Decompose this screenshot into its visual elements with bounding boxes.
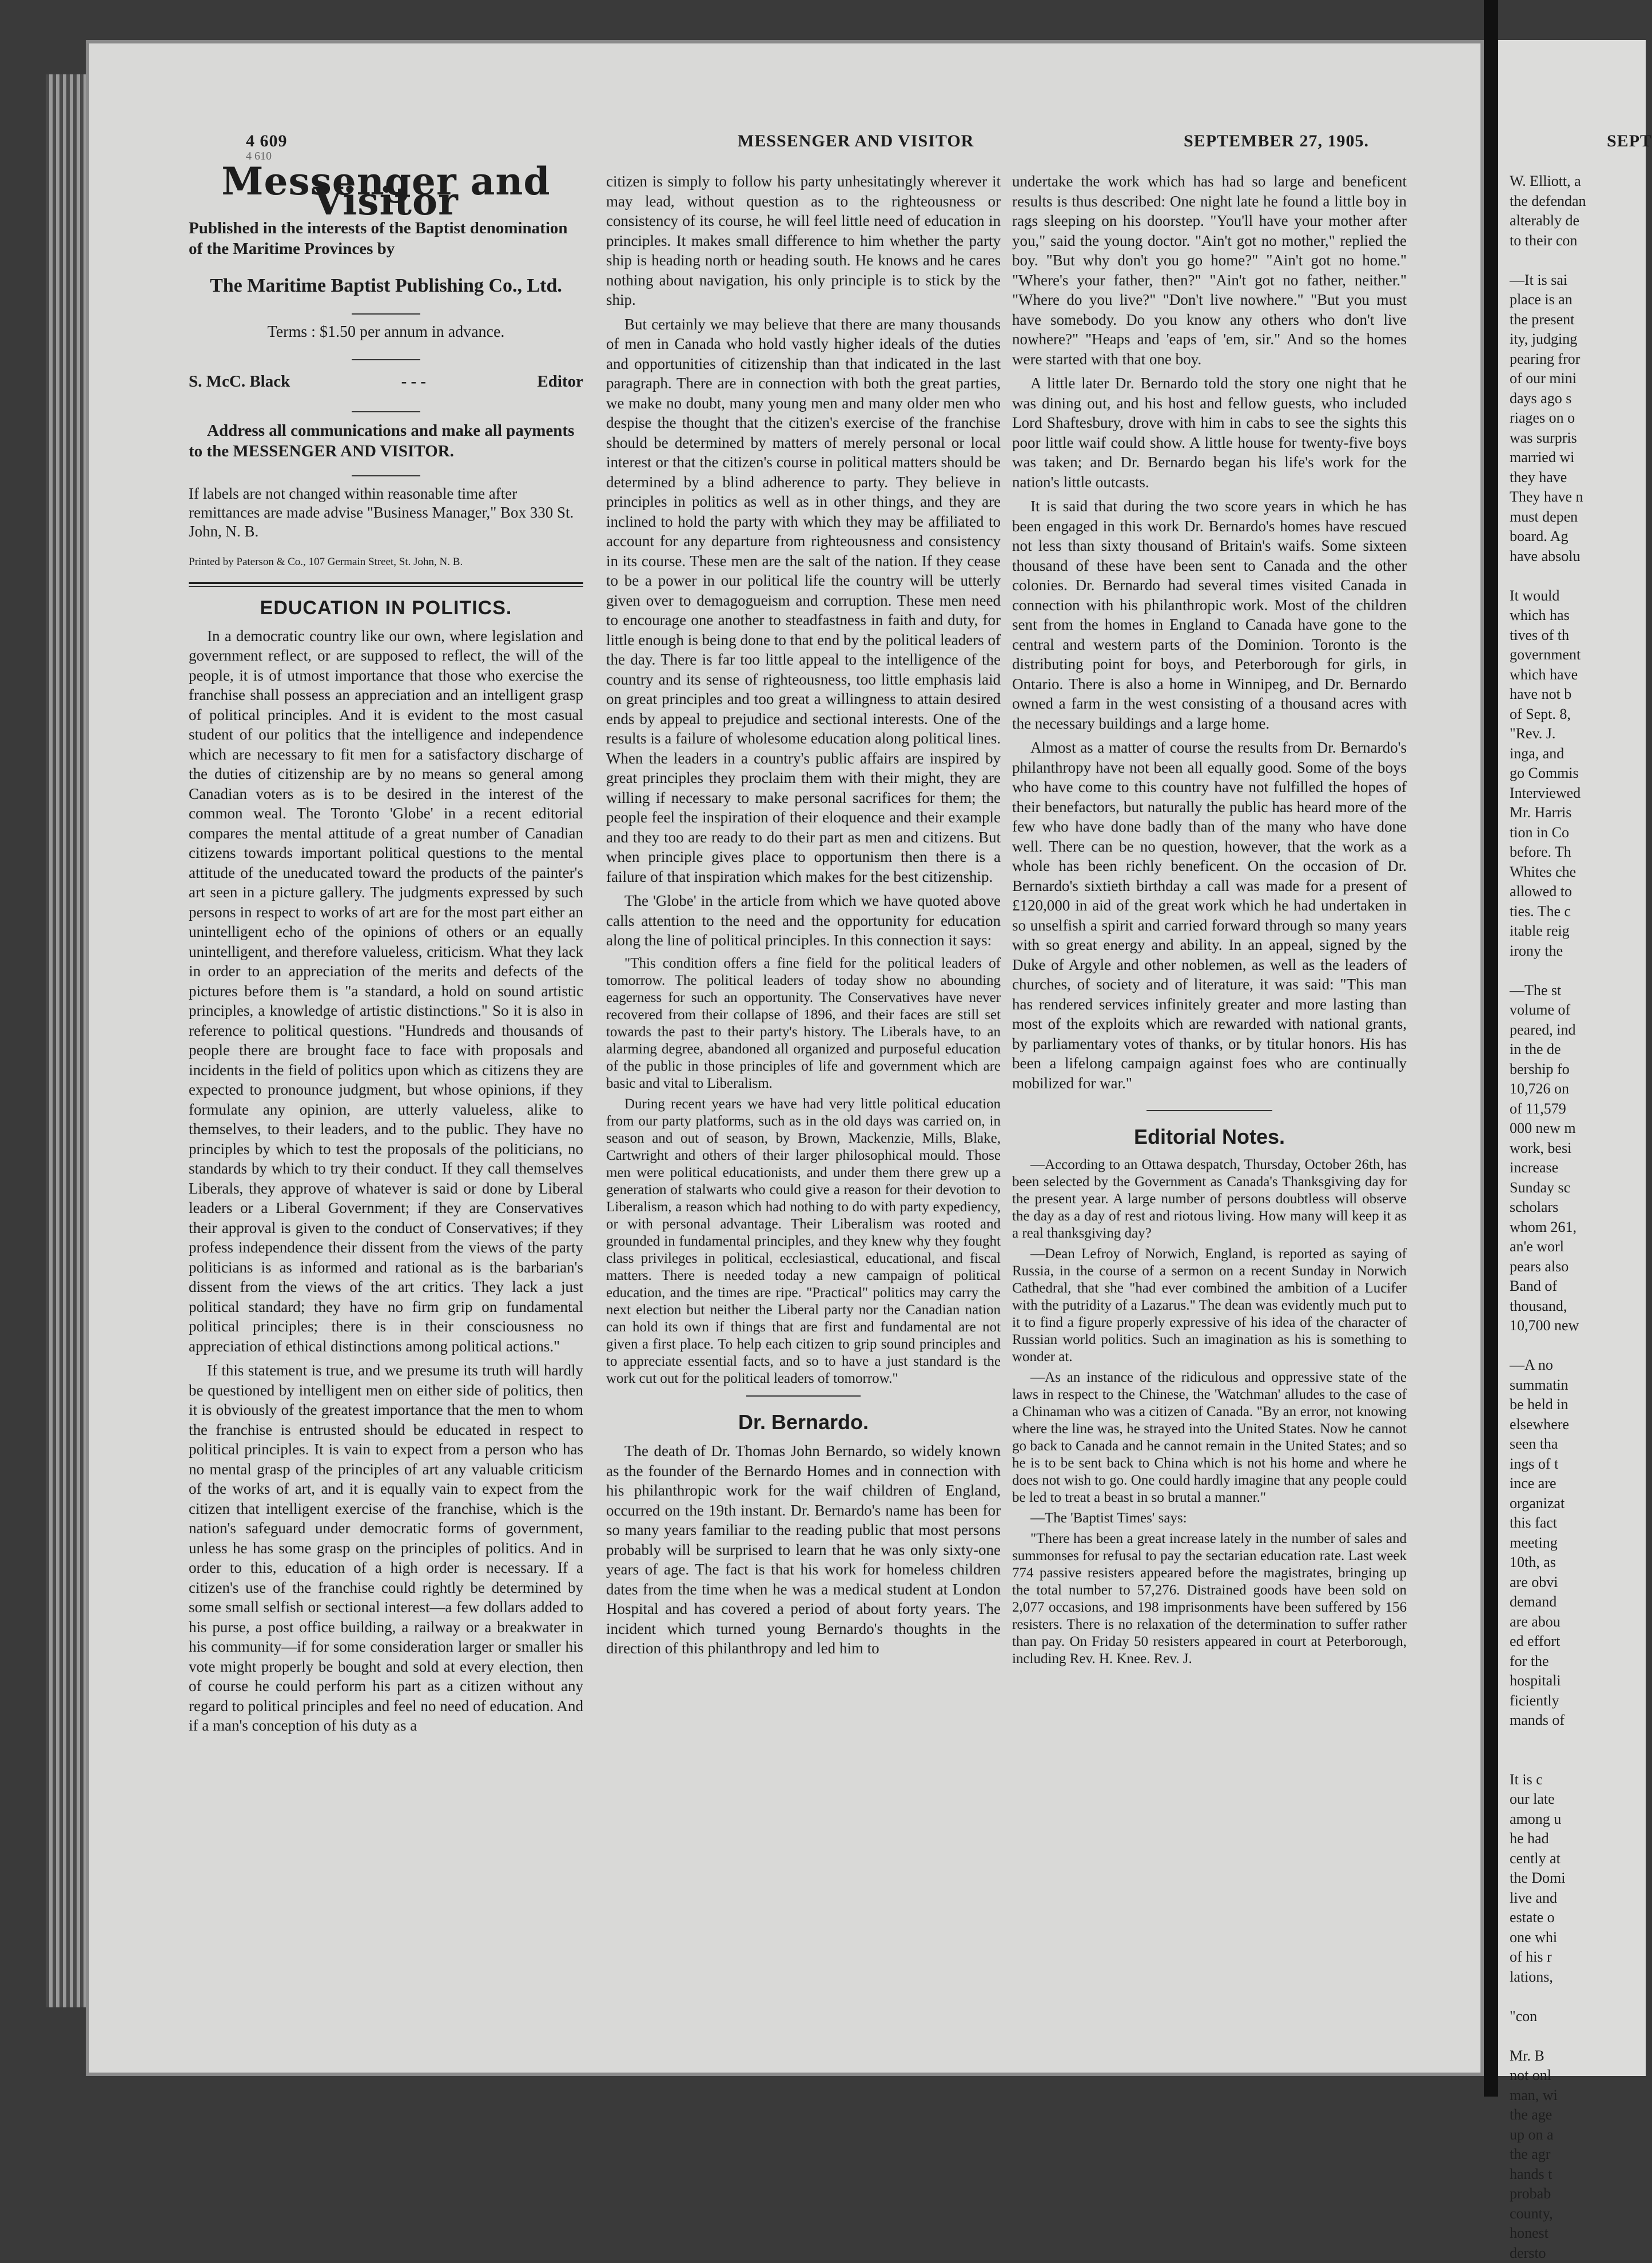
- note-paragraph: "There has been a great increase lately in the number of sales and summonses for refusal to pay the sectarian education rate. Last week 774 passive resisters appeared before the magistrates, bringing up the total number to 57,276. Distrained goods have been sold on 2,077 occasions, and 198 imprisonments have been suffered by 156 resisters. There is no relaxation of the determination to suffer rather than pay. On Friday 50 resisters appeared in court at Peterborough, including Rev. H. Knee. Rev. J.: [1012, 1530, 1407, 1668]
- facing-page-line: [1510, 2026, 1641, 2046]
- published-line: Published in the interests of the Baptist denomination of the Maritime Provinces by: [189, 218, 583, 259]
- globe-quote: [606, 955, 1001, 1387]
- facing-page-line: this fact: [1510, 1513, 1641, 1533]
- facing-page-line: Interviewed: [1510, 784, 1641, 804]
- facing-page-line: Band of: [1510, 1276, 1641, 1296]
- facing-page-line: pearing fror: [1510, 349, 1641, 369]
- facing-page-line: which have: [1510, 665, 1641, 685]
- facing-page-line: have not b: [1510, 685, 1641, 705]
- facing-page-line: —The st: [1510, 981, 1641, 1001]
- running-title: MESSENGER AND VISITOR: [738, 132, 974, 151]
- facing-page-line: ings of t: [1510, 1454, 1641, 1474]
- facing-page-line: of 11,579: [1510, 1099, 1641, 1119]
- facing-page-line: inga, and: [1510, 744, 1641, 764]
- facing-page-line: [1510, 566, 1641, 586]
- facing-page-line: [1510, 1336, 1641, 1356]
- page-number: 4 609: [246, 132, 288, 151]
- facing-page-line: honest: [1510, 2224, 1641, 2244]
- facing-page-line: have absolu: [1510, 547, 1641, 567]
- facing-page-line: [1510, 961, 1641, 981]
- facing-page-line: volume of: [1510, 1000, 1641, 1020]
- facing-page-line: married wi: [1510, 448, 1641, 468]
- facing-page-line: riages on o: [1510, 408, 1641, 428]
- facing-page-line: bership fo: [1510, 1060, 1641, 1080]
- facing-page-line: Sunday sc: [1510, 1178, 1641, 1198]
- facing-page-line: government: [1510, 645, 1641, 665]
- article-heading-education: EDUCATION IN POLITICS.: [189, 598, 583, 618]
- column-1: [189, 166, 583, 1740]
- facing-page-line: for the: [1510, 1652, 1641, 1672]
- facing-page-line: which has: [1510, 606, 1641, 626]
- facing-page-line: [1510, 1987, 1641, 2007]
- divider: [352, 313, 420, 315]
- publisher-name: The Maritime Baptist Publishing Co., Ltd.: [189, 276, 583, 296]
- editorial-notes: [1012, 1156, 1407, 1668]
- facing-page-line: dersto: [1510, 2244, 1641, 2263]
- address-notice: Address all communications and make all payments to the MESSENGER AND VISITOR.: [189, 420, 583, 462]
- editor-dash: - - -: [401, 372, 426, 392]
- facing-page-line: organizat: [1510, 1494, 1641, 1514]
- article-paragraph: Almost as a matter of course the results from Dr. Bernardo's philanthropy have not been all equally good. Some of the boys who have come to this country have not fulfilled the hopes of their benefactors, but naturally the public has heard more of the few who have done badly than of the many who have done well. There can be no question, however, that the work as a whole has been richly beneficent. On the occasion of Dr. Bernardo's sixtieth birthday a call was made for a present of £120,000 in aid of the great work which he had undertaken in so unselfish a spirit and carried forward through so many years with so great energy and ability. In an appeal, signed by the Duke of Argyle and other noblemen, as well as the leaders of churches, of society and of literature, it was said: "This man has rendered services infinitely greater and more lasting than most of the exploits which are rewarded with national grants, by parliamentary votes of thanks, or by titular honors. His has been a lifelong campaign against foes who are continually mobilized for war.": [1012, 738, 1407, 1093]
- facing-page-line: county,: [1510, 2204, 1641, 2224]
- facing-page-line: alterably de: [1510, 211, 1641, 231]
- double-rule: [189, 582, 583, 587]
- facing-page-line: be held in: [1510, 1395, 1641, 1415]
- facing-page-line: days ago s: [1510, 389, 1641, 409]
- note-paragraph: —The 'Baptist Times' says:: [1012, 1510, 1407, 1527]
- editorial-notes-heading: Editorial Notes.: [1012, 1127, 1407, 1147]
- facing-page-column: [1510, 172, 1641, 2263]
- facing-page-line: irony the: [1510, 941, 1641, 961]
- facing-page-line: "con: [1510, 2007, 1641, 2027]
- facing-page-line: "Rev. J.: [1510, 724, 1641, 744]
- article-paragraph: citizen is simply to follow his party unhesitatingly wherever it may lead, without question as to the righteousness or consistency of its course, he will feel little need of education in principles. It makes small difference to him whether the party ship is heading north or heading south. He knows and he cares nothing about navigation, his only principle is to stick by the ship.: [606, 172, 1001, 310]
- facing-page-line: must depen: [1510, 507, 1641, 527]
- facing-page-line: man, wi: [1510, 2086, 1641, 2106]
- printer-line: Printed by Paterson & Co., 107 Germain Street, St. John, N. B.: [189, 552, 583, 572]
- facing-page-line: It is c: [1510, 1770, 1641, 1790]
- article-paragraph: undertake the work which has had so large and beneficent results is thus described: One night late he found a little boy in rags sleeping on his doorstep. "You'll have your mother after you," said the young doctor. "Ain't got no mother," replied the boy. "But why don't you go home?" "Ain't got no home." "Where's your father, then?" "Ain't got no father, neither." "Where do you live?" "Don't live nowhere." "But you must have somebody. Do you know any others who don't live nowhere?" "Heaps and 'eaps of 'em, sir." And so the homes were started with that one boy.: [1012, 172, 1407, 369]
- column-2: [606, 172, 1001, 1663]
- facing-page-line: lations,: [1510, 1967, 1641, 1987]
- facing-page-line: place is an: [1510, 290, 1641, 310]
- facing-page-line: of Sept. 8,: [1510, 705, 1641, 725]
- article-paragraph: A little later Dr. Bernardo told the story one night that he was dining out, and his host and fellow guests, who included Lord Shaftesbury, drove with him in cabs to see the sights this poor little waif could show. A little house for twenty-five boys was taken; and Dr. Bernardo began his life's work for the nation's little outcasts.: [1012, 373, 1407, 492]
- facing-page-line: ties. The c: [1510, 902, 1641, 922]
- facing-page-line: are abou: [1510, 1612, 1641, 1632]
- facing-page-line: was surpris: [1510, 428, 1641, 448]
- facing-page-line: elsewhere: [1510, 1415, 1641, 1435]
- facing-page-line: cently at: [1510, 1849, 1641, 1869]
- facing-page-line: They have n: [1510, 487, 1641, 507]
- facing-page-line: Mr. Harris: [1510, 803, 1641, 823]
- article-paragraph: The death of Dr. Thomas John Bernardo, so widely known as the founder of the Bernardo Homes and in connection with his philanthropic work for the waif children of England, occurred on the 19th instant. Dr. Bernardo's name has been for so many years familiar to the reading public that most persons probably will be surprised to learn that he was only sixty-one years of age. The fact is that his work for homeless children dates from the time when he was a medical student at London Hospital and has covered a period of about forty years. The incident which turned young Bernardo's thoughts in the direction of this philanthropy and led him to: [606, 1441, 1001, 1659]
- column-3: [1012, 172, 1407, 1671]
- quote-paragraph: "This condition offers a fine field for the political leaders of tomorrow. The political leaders of today show no abounding eagerness for such an opportunity. The Conservatives have never recovered from their collapse of 1896, and their faces are still set towards the past to their party's history. The Liberals have, to an alarming degree, abandoned all organized and purposeful education of the public in those principles of life and government which are basic and vital to Liberalism.: [606, 955, 1001, 1092]
- facing-page-line: he had: [1510, 1829, 1641, 1849]
- note-paragraph: —As an instance of the ridiculous and oppressive state of the laws in respect to the Chinese, the 'Watchman' alludes to the case of a Chinaman who was a citizen of Canada. "By an error, not knowing where the line was, he strayed into the United States. Now he cannot go back to Canada and he cannot remain in the United States; and so he is to be sent back to China which is not his home and where he does not wish to go. One could hardly imagine that any people could be led to treat a beast in so brutal a manner.": [1012, 1369, 1407, 1506]
- facing-page-line: Whites che: [1510, 862, 1641, 882]
- facing-page-title: SEPT: [1607, 132, 1652, 151]
- facing-page-line: among u: [1510, 1809, 1641, 1830]
- article-paragraph: It is said that during the two score years in which he has been engaged in this work Dr. Bernardo's homes have rescued not less than sixty thousand of Britain's waifs. Some sixteen thousand of these have been sent to Canada and the other colonies. Dr. Bernardo had several times visited Canada in connection with his philanthropic work. Most of the children sent from the homes in England to Canada have gone to the central and western parts of the Dominion. Toronto is the distributing point for boys, and Peterborough for girls, in Ontario. There is also a home in Winnipeg, and Dr. Bernardo owned a farm in the west consisting of a thousand acres with the necessary buildings and a large home.: [1012, 496, 1407, 733]
- facing-page-line: ficiently: [1510, 1691, 1641, 1711]
- facing-page-line: 000 new m: [1510, 1119, 1641, 1139]
- editor-label: Editor: [537, 372, 583, 392]
- facing-page-line: 10,700 new: [1510, 1316, 1641, 1336]
- facing-page-line: of our mini: [1510, 369, 1641, 389]
- facing-page-line: the Domi: [1510, 1868, 1641, 1888]
- article-paragraph: In a democratic country like our own, where legislation and government reflect, or are supposed to reflect, the will of the people, it is of utmost importance that those who exercise the franchise shall possess an appreciation and an intelligent grasp of political principles. And it is evident to the most casual student of our politics that the intelligence and independence which are necessary to fit men for a satisfactory discharge of the duties of citizenship are by no means so general among Canadian voters as is to be desired in the interest of the common weal. The Toronto 'Globe' in a recent editorial compares the mental attitude of a great number of Canadian citizens towards important political questions to the mental attitude of the uneducated toward the products of the painter's art seen in a picture gallery. The judgments expressed by such persons in respect to works of art are for the most part either an unintelligent echo of the opinions of others or an equally unintelligent, and therefore valueless, criticism. What they lack in order to an appreciation of the merits and defects of the pictures before them is "a standard, a hold on sound artistic principles, a knowledge of artistic distinctions." So it is also in reference to political questions. "Hundreds and thousands of people there are brought face to face with proposals and incidents in the field of politics upon which as citizens they are expected to pronounce judgment, but whose opinions, if they formulate any opinion, are utterly valueless, alike to themselves, to their leaders, and to the public. They have no principles by which to test the proposals of the politicians, no standards by which to try their conduct. If they call themselves Liberals, they approve of whatever is said or done by Liberal leaders or a Liberal Government; if they are Conservatives their approval is given to the conduct of Conservatives; if they profess independence their dissent from the views of the party politicians is as informed and rational as is the barbarian's dissent from the views of the art critics. They lack a just political standard; they have no firm grip on fundamental political principles; there is in their consciousness no appreciation of ethical distinctions among political actions.": [189, 626, 583, 1357]
- page-note: 4 610: [246, 150, 272, 163]
- article-paragraph: If this statement is true, and we presume its truth will hardly be questioned by intelligent men on either side of politics, then it is obviously of the greatest importance that the men to whom the franchise is entrusted should be educated in respect to political principles. It is vain to expect from a person who has no mental grasp of the principles of art any valuable criticism of the works of art, and it is equally vain to expect from the citizen that intelligent exercise of the franchise, which is the nation's safeguard under democratic forms of government, unless he has some grasp on the principles of politics. And in order to this, education of a high order is necessary. If a citizen's use of the franchise could rightly be determined by some small selfish or sectional interest—a few dollars added to his purse, a post office building, a railway or a breakwater in his community—if for some consideration larger or smaller his vote might properly be bought and sold at every election, then of course he could perform his part as a citizen without any regard to political principles and feel no need of education. And if a man's conception of his duty as a: [189, 1361, 583, 1736]
- facing-page-line: demand: [1510, 1592, 1641, 1612]
- facing-page-line: go Commis: [1510, 763, 1641, 784]
- facing-page-line: 10th, as: [1510, 1553, 1641, 1573]
- facing-page-line: Mr. B: [1510, 2046, 1641, 2066]
- facing-page-line: the defendan: [1510, 192, 1641, 212]
- note-paragraph: —According to an Ottawa despatch, Thursday, October 26th, has been selected by the Government as Canada's Thanksgiving day for the present year. A large number of persons doubtless will observe the day as a day of rest and riotous living. How many will keep it as a real thanksgiving day?: [1012, 1156, 1407, 1242]
- facing-page-line: meeting: [1510, 1533, 1641, 1553]
- divider: [1147, 1110, 1272, 1111]
- facing-page-line: not onl: [1510, 2066, 1641, 2086]
- facing-page-line: It would: [1510, 586, 1641, 606]
- facing-page-line: up on a: [1510, 2125, 1641, 2145]
- facing-page-line: hospitali: [1510, 1671, 1641, 1691]
- facing-page-line: our late: [1510, 1789, 1641, 1809]
- facing-page-line: allowed to: [1510, 882, 1641, 902]
- note-paragraph: —Dean Lefroy of Norwich, England, is reported as saying of Russia, in the course of a sermon on a recent Sunday in Norwich Cathedral, that she "had ever combined the ambition of a Lucifer with the putridity of a Lazarus." The dean was evidently much put to it to find a figure properly expressive of his idea of the character of Russian world politics. Such an imagination as his is something to wonder at.: [1012, 1246, 1407, 1366]
- facing-page-line: scholars: [1510, 1198, 1641, 1218]
- facing-page-line: the age: [1510, 2105, 1641, 2125]
- facing-page-line: itable reig: [1510, 921, 1641, 941]
- facing-page-line: in the de: [1510, 1040, 1641, 1060]
- editor-name: S. McC. Black: [189, 372, 290, 392]
- facing-page-line: summatin: [1510, 1375, 1641, 1395]
- facing-page-line: hands t: [1510, 2165, 1641, 2185]
- facing-page-line: ince are: [1510, 1474, 1641, 1494]
- facing-page-line: pears also: [1510, 1257, 1641, 1277]
- facing-page-line: before. Th: [1510, 842, 1641, 862]
- facing-page-line: mands of: [1510, 1711, 1641, 1731]
- facing-page-line: seen tha: [1510, 1434, 1641, 1454]
- facing-page-line: ed effort: [1510, 1632, 1641, 1652]
- editor-line: [189, 372, 583, 392]
- facing-page-line: [1510, 1750, 1641, 1770]
- facing-page-line: tives of th: [1510, 626, 1641, 646]
- labels-notice: If labels are not changed within reasonable time after remittances are made advise "Business Manager," Box 330 St. John, N. B.: [189, 484, 583, 541]
- facing-page-line: board. Ag: [1510, 527, 1641, 547]
- facing-page-line: live and: [1510, 1888, 1641, 1908]
- facing-page-line: ity, judging: [1510, 329, 1641, 349]
- divider: [352, 475, 420, 476]
- facing-page-line: are obvi: [1510, 1573, 1641, 1593]
- facing-page-line: probab: [1510, 2184, 1641, 2204]
- facing-page-line: —A no: [1510, 1355, 1641, 1375]
- facing-page-line: peared, ind: [1510, 1020, 1641, 1040]
- quote-paragraph: During recent years we have had very little political education from our party platforms, such as in the old days was carried on, in season and out of season, by Brown, Mackenzie, Mills, Blake, Cartwright and others of their larger philosophical mould. Those men were political educationists, and under them there grew up a generation of stalwarts who could give a reason for their devotion to Liberalism, a reason which had nothing to do with party expediency, or with personal advantage. Their Liberalism was rooted and grounded in fundamental principles, and they knew why they fought class privileges in political, ecclesiastical, educational, and fiscal matters. There is needed today a new campaign of political education, and the times are ripe. "Practical" politics may carry the next election but neither the Liberal party nor the Canadian nation can hold its own if things that are first and fundamental are not given a first place. To help each citizen to grip sound principles and to appreciate essential facts, and so to have a just standard is the work cut out for the political leaders of tomorrow.": [606, 1096, 1001, 1387]
- facing-page-line: the agr: [1510, 2145, 1641, 2165]
- facing-page-line: to their con: [1510, 231, 1641, 251]
- facing-page-line: an'e worl: [1510, 1237, 1641, 1257]
- facing-page-line: [1510, 1731, 1641, 1751]
- facing-page-line: 10,726 on: [1510, 1079, 1641, 1099]
- facing-page-line: the present: [1510, 310, 1641, 330]
- article-heading-bernardo: Dr. Bernardo.: [606, 1413, 1001, 1433]
- binding-gutter: [1484, 0, 1498, 2097]
- divider: [352, 359, 420, 360]
- issue-date: SEPTEMBER 27, 1905.: [1184, 132, 1369, 151]
- article-paragraph: But certainly we may believe that there are many thousands of men in Canada who hold vastly higher ideals of the duties and opportunities of citizenship than that indicated in the last paragraph. There are in connection with both the great parties, we make no doubt, many young men and many older men who despise the thought that the citizen's exercise of the franchise should be determined by matters of merely personal or local interest or that the citizen's course in political matters should be determined by a blind adherence to party. They believe in principles in politics as well as in other things, and they are inclined to hold the party with which they may be affiliated to account for any departure from righteousness and consistency in its course. These men are the salt of the nation. If they cease to be a power in our political life the country will be utterly given over to demagogueism and corruption. These men need to encourage one another to steadfastness in faith and duty, for little enough is being done to that end by the political leaders of the day. There is far too little appeal to the intelligence of the country and its sense of righteousness, too little emphasis laid on great principles and too great a willingness to attain desired ends by appeal to prejudice and sectional interests. One of the results is a failure of wholesome education along political lines. When the leaders in a country's public affairs are inspired by great principles they proclaim them with their might, they are willing if necessary to make personal sacrifices for them; the people feel the inspiration of their eloquence and their example and they too are ready to do their part as men and citizens. But when principle gives place to opportunism then there is a failure of that inspiration which makes for the best citizenship.: [606, 315, 1001, 887]
- facing-page-line: estate o: [1510, 1908, 1641, 1928]
- divider: [352, 411, 420, 412]
- facing-page-line: whom 261,: [1510, 1218, 1641, 1238]
- article-paragraph: The 'Globe' in the article from which we have quoted above calls attention to the need and the opportunity for education along the line of political principles. In this connection it says:: [606, 891, 1001, 950]
- masthead-title: Messenger and Visitor: [189, 172, 583, 211]
- facing-page-line: W. Elliott, a: [1510, 172, 1641, 192]
- facing-page-line: thousand,: [1510, 1296, 1641, 1317]
- facing-page-line: they have: [1510, 468, 1641, 488]
- facing-page-line: work, besi: [1510, 1139, 1641, 1159]
- divider: [746, 1395, 861, 1397]
- facing-page-line: increase: [1510, 1158, 1641, 1178]
- subscription-terms: Terms : $1.50 per annum in advance.: [189, 323, 583, 343]
- facing-page-line: [1510, 250, 1641, 271]
- facing-page-line: tion in Co: [1510, 823, 1641, 843]
- facing-page-line: one whi: [1510, 1928, 1641, 1948]
- facing-page-line: of his r: [1510, 1947, 1641, 1967]
- facing-page-line: —It is sai: [1510, 271, 1641, 291]
